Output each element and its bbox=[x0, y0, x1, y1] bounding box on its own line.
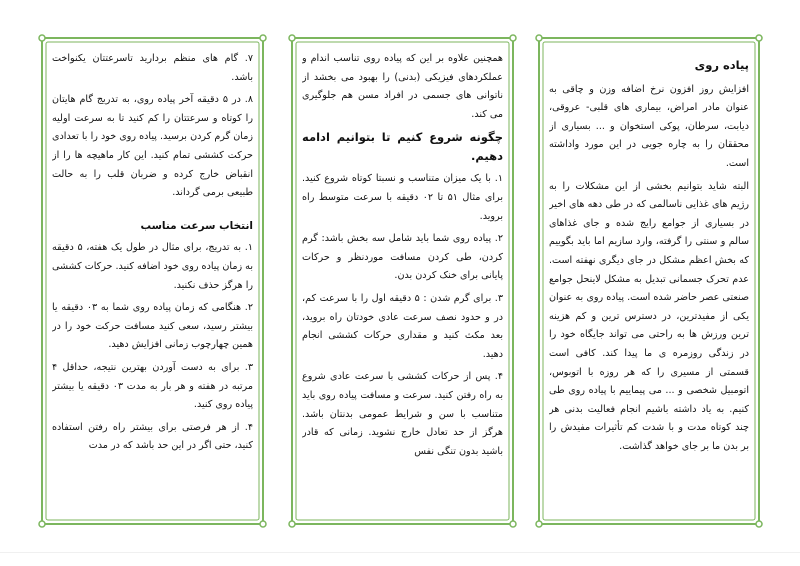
section-heading: انتخاب سرعت مناسب bbox=[140, 219, 253, 232]
frame-corner-ornament bbox=[756, 35, 762, 41]
frame-corner-ornament bbox=[289, 521, 295, 527]
list-item: ۷. گام های منظم بردارید تاسرعتتان یکنواخت باشد. bbox=[52, 53, 253, 83]
panel-left-content bbox=[52, 50, 253, 514]
panel-left bbox=[42, 38, 263, 524]
panel-middle bbox=[292, 38, 513, 524]
list-item: ۱. با یک میزان متناسب و نسبتا کوتاه شروع کنید. برای مثال ۵۱ تا ۰۲ دقیقه با سرعت متوسط راه بروید. bbox=[302, 173, 503, 222]
list-item: ۲. پیاده روی شما باید شامل سه بخش باشد: گرم کردن، طی کردن مسافت موردنظر و حرکات پایانی برای خنک کردن بدن. bbox=[302, 233, 503, 282]
frame-corner-ornament bbox=[39, 35, 45, 41]
list-item: ۳. برای به دست آوردن بهترین نتیجه، حداقل ۴ مرتبه در هفته و هر بار به مدت ۰۳ دقیقه یا بیشتر پیاده روی کنید. bbox=[52, 361, 253, 411]
paragraph: البته شاید بتوانیم بخشی از این مشکلات را به رژیم های غذایی ناسالمی که در طی دهه های اخیر در بسیاری از جوامع رایج شده و جای غذاهای سالم و سنتی را گرفته، وارد سازیم اما باید بگوییم که بخش اعظم مشکل در جای دیگری نهفته است. عدم تحرک جسمانی تبدیل به مشکل لاینحل جوامع صنعتی عصر حاضر شده است. پیاده روی به عنوان یکی از مفیدترین، در دسترس ترین و کم هزینه ترین ورزش ها به راحتی می تواند جایگاه خود را در زندگی روزمره ی ما پیدا کند. کافی است قسمتی از مسیری را که هر روزه با اتوبوس، اتومبیل شخصی و ... می پیماییم با پیاده روی طی کنیم. به یاد داشته باشیم انجام فعالیت بدنی هر چند کوتاه مدت و با شدت کم تأثیرات مفیدش را بر بدن ما بر جای خواهد گذاشت. bbox=[549, 180, 749, 452]
page-edge-divider bbox=[0, 552, 800, 553]
list-item: ۲. هنگامی که زمان پیاده روی شما به ۰۳ دقیقه یا بیشتر رسید، سعی کنید مسافت حرکت خود را در همین چهارچوب زمانی افزایش دهید. bbox=[52, 302, 253, 351]
list-item: ۱. به تدریج، برای مثال در طول یک هفته، ۵ دقیقه به زمان پیاده روی خود اضافه کنید. حرکات کششی را هرگز حذف نکنید. bbox=[52, 242, 253, 291]
paragraph: افزایش روز افزون نرخ اضافه وزن و چاقی به عنوان مادر امراض، بیماری های قلبی- عروقی، دیابت، سرطان، پوکی استخوان و ... بسیاری از محققان را به چاره جویی در این مورد واداشته است. bbox=[549, 83, 749, 169]
panel-right-content bbox=[549, 50, 749, 514]
section-heading: چگونه شروع کنیم تا بتوانیم ادامه دهیم. bbox=[302, 130, 503, 164]
frame-corner-ornament bbox=[510, 521, 516, 527]
list-item: ۴. پس از حرکات کششی با سرعت عادی شروع به راه رفتن کنید. سرعت و مسافت پیاده روی باید متناسب با سن و شرایط عمومی بدنتان باشد. هرگز از حد تعادل خارج نشوید. زمانی که قادر باشید بدون تنگی نفس bbox=[302, 371, 503, 457]
frame-corner-ornament bbox=[510, 35, 516, 41]
paragraph: همچنین علاوه بر این که پیاده روی تناسب اندام و عملکردهای فیزیکی (بدنی) را بهبود می بخشد از ناتوانی های جسمی در افراد مسن هم جلوگیری می کند. bbox=[302, 53, 503, 120]
panel-middle-content bbox=[302, 50, 503, 514]
frame-corner-ornament bbox=[536, 35, 542, 41]
panel-right bbox=[539, 38, 759, 524]
frame-corner-ornament bbox=[536, 521, 542, 527]
list-item: ۸. در ۵ دقیقه آخر پیاده روی، به تدریج گام هایتان را کوتاه و سرعتتان را کم کنید تا به سرعت اولیه زمان گرم کردن برسید. پیاده روی خود را با تعدادی حرکت کششی تمام کنید. این کار ماهیچه ها را از انقباض خارج کرده و ضربان قلب را به حالت طبیعی برمی گرداند. bbox=[52, 94, 253, 199]
frame-corner-ornament bbox=[39, 521, 45, 527]
page-title: پیاده روی bbox=[694, 58, 749, 72]
frame-corner-ornament bbox=[260, 521, 266, 527]
frame-corner-ornament bbox=[289, 35, 295, 41]
list-item: ۳. برای گرم شدن : ۵ دقیقه اول را با سرعت کم، در و حدود نصف سرعت عادی خودتان راه بروید، بعد مکث کنید و مقداری حرکات کششی انجام دهید. bbox=[302, 292, 503, 360]
frame-corner-ornament bbox=[756, 521, 762, 527]
frame-corner-ornament bbox=[260, 35, 266, 41]
list-item: ۴. از هر فرصتی برای بیشتر راه رفتن استفاده کنید، حتی اگر در این حد باشد که در مدت bbox=[52, 421, 253, 452]
